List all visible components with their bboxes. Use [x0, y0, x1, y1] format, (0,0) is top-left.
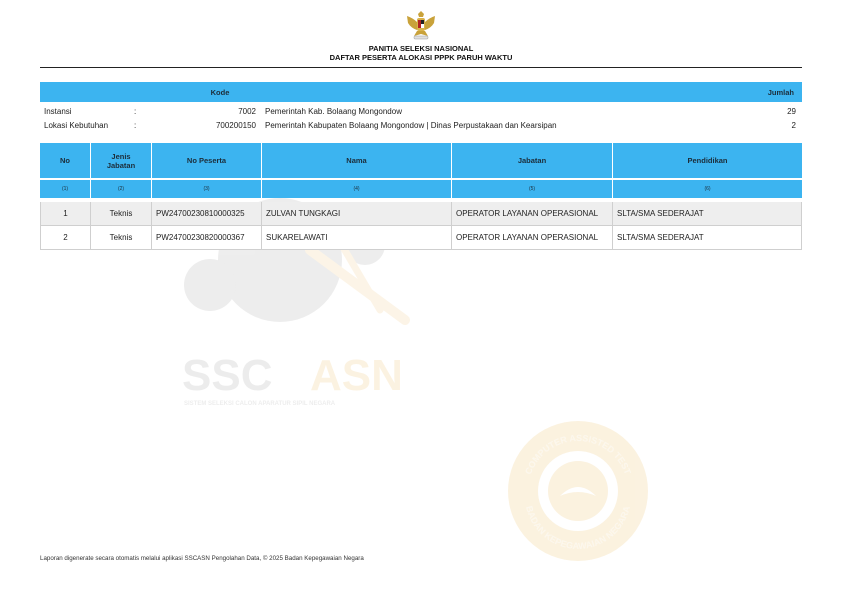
- summary-row-instansi: [40, 107, 802, 119]
- sscasn-tagline: SISTEM SELEKSI CALON APARATUR SIPIL NEGARA: [184, 401, 336, 407]
- cat-seal-top-text: COMPUTER ASSISTED TEST: [523, 432, 633, 476]
- cell-nama: SUKARELAWATI: [262, 226, 452, 249]
- summary-name: Pemerintah Kab. Bolaang Mongondow: [265, 107, 402, 116]
- summary-colon: :: [134, 121, 137, 130]
- cell-jenis-jabatan: Teknis: [91, 226, 152, 249]
- cell-jenis-jabatan: Teknis: [91, 202, 152, 225]
- cell-nama: ZULVAN TUNGKAGI: [262, 202, 452, 225]
- cell-jabatan: OPERATOR LAYANAN OPERASIONAL: [452, 226, 613, 249]
- cell-pendidikan: SLTA/SMA SEDERAJAT: [613, 226, 802, 249]
- col-number: (1): [40, 180, 91, 198]
- summary-row-lokasi: [40, 121, 802, 133]
- summary-header-bar: [40, 82, 802, 102]
- kode-header: Kode: [210, 88, 230, 97]
- col-number: (5): [452, 180, 613, 198]
- summary-label: Instansi: [44, 107, 72, 116]
- title-divider: [40, 67, 802, 68]
- sscasn-logo-text: SSC: [182, 351, 273, 400]
- cat-seal-watermark: [505, 418, 651, 564]
- cell-no: 2: [40, 226, 91, 249]
- cat-seal-bottom-text: BADAN KEPEGAWAIAN NEGARA: [524, 504, 632, 552]
- cell-jabatan: OPERATOR LAYANAN OPERASIONAL: [452, 202, 613, 225]
- col-header-no-peserta: No Peserta: [152, 143, 262, 178]
- garuda-emblem-icon: [405, 8, 437, 42]
- summary-colon: :: [134, 107, 137, 116]
- report-title-line1: PANITIA SELEKSI NASIONAL: [368, 44, 474, 53]
- summary-code: 700200150: [215, 121, 256, 130]
- col-number: (6): [704, 186, 711, 192]
- cell-no: 1: [40, 202, 91, 225]
- table-row: [40, 226, 802, 250]
- col-number: (4): [262, 180, 452, 198]
- report-title-line2: DAFTAR PESERTA ALOKASI PPPK PARUH WAKTU: [329, 53, 513, 62]
- col-header-no: No: [40, 143, 91, 178]
- summary-label: Lokasi Kebutuhan: [44, 121, 109, 130]
- col-header-jenis-jabatan: Jenis Jabatan: [91, 143, 152, 178]
- table-subheader: [40, 180, 802, 198]
- col-header-jabatan: Jabatan: [452, 143, 613, 178]
- summary-count: 2: [791, 121, 796, 130]
- summary-code: 7002: [238, 107, 256, 116]
- cell-pendidikan: SLTA/SMA SEDERAJAT: [613, 202, 802, 225]
- col-header-pendidikan: Pendidikan: [687, 156, 728, 165]
- table-header: [40, 143, 802, 178]
- sscasn-logo-text-accent: ASN: [310, 351, 403, 400]
- report-footer: Laporan digenerate secara otomatis melalui aplikasi SSCASN Pengolahan Data, © 2025 Badan Kepegawaian Negara: [40, 555, 364, 562]
- summary-name: Pemerintah Kabupaten Bolaang Mongondow | Dinas Perpustakaan dan Kearsipan: [265, 121, 557, 130]
- cell-no-peserta: PW24700230820000367: [152, 226, 262, 249]
- summary-count: 29: [787, 107, 796, 116]
- col-number: (2): [91, 180, 152, 198]
- jumlah-header: Jumlah: [767, 88, 794, 97]
- table-row: [40, 202, 802, 226]
- cell-no-peserta: PW24700230810000325: [152, 202, 262, 225]
- col-header-nama: Nama: [262, 143, 452, 178]
- col-number: (3): [152, 180, 262, 198]
